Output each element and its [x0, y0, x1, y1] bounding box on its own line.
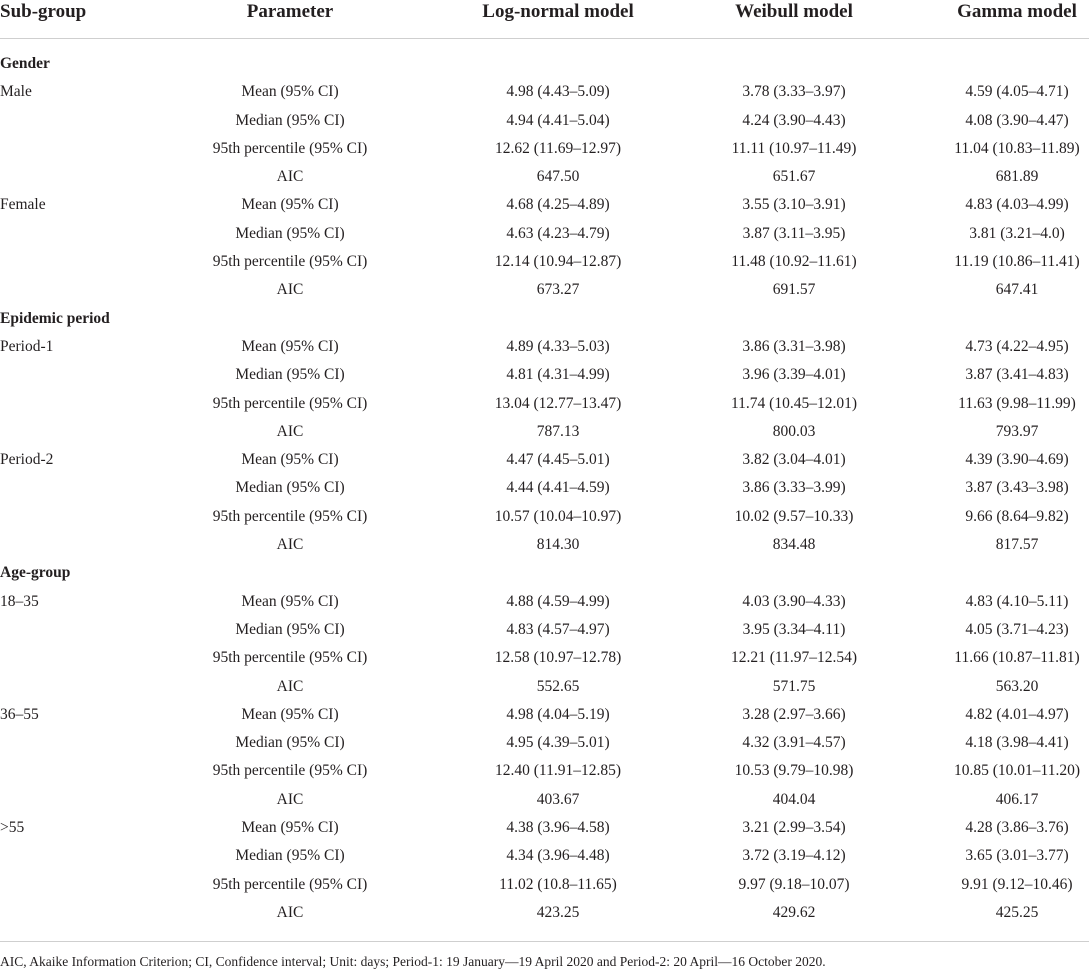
lognormal-cell: 11.02 (10.8–11.65) [499, 875, 617, 893]
gamma-cell: 3.65 (3.01–3.77) [965, 847, 1069, 865]
parameter-cell: 95th percentile (95% CI) [212, 139, 368, 157]
gamma-cell: 11.63 (9.98–11.99) [958, 394, 1076, 412]
lognormal-cell: 647.50 [536, 168, 580, 186]
weibull-cell: 11.11 (10.97–11.49) [731, 139, 857, 157]
parameter-cell: Mean (95% CI) [241, 705, 339, 723]
lognormal-cell: 12.40 (11.91–12.85) [495, 762, 621, 780]
lognormal-cell: 787.13 [536, 422, 580, 440]
weibull-cell: 429.62 [772, 903, 816, 921]
weibull-cell: 4.24 (3.90–4.43) [742, 111, 846, 129]
gamma-cell: 4.83 (4.10–5.11) [965, 592, 1069, 610]
section-title: Epidemic period [0, 309, 110, 327]
table-row [0, 446, 1089, 474]
table-body [0, 50, 1089, 927]
weibull-cell: 11.48 (10.92–11.61) [731, 253, 857, 271]
subgroup-label: >55 [0, 819, 25, 837]
weibull-cell: 9.97 (9.18–10.07) [738, 875, 850, 893]
subgroup-label: Male [0, 83, 32, 101]
gamma-cell: 9.91 (9.12–10.46) [961, 875, 1073, 893]
table-row [0, 191, 1089, 219]
weibull-cell: 12.21 (11.97–12.54) [731, 649, 857, 667]
section-row [0, 559, 1089, 587]
section-row [0, 50, 1089, 78]
weibull-cell: 10.53 (9.79–10.98) [734, 762, 854, 780]
table-row [0, 78, 1089, 106]
gamma-cell: 4.73 (4.22–4.95) [965, 337, 1069, 355]
parameter-cell: 95th percentile (95% CI) [212, 649, 368, 667]
parameter-cell: Mean (95% CI) [241, 592, 339, 610]
weibull-cell: 3.86 (3.33–3.99) [742, 479, 846, 497]
parameter-cell: AIC [276, 281, 304, 299]
gamma-cell: 10.85 (10.01–11.20) [954, 762, 1080, 780]
subgroup-label: 36–55 [0, 705, 39, 723]
lognormal-cell: 4.44 (4.41–4.59) [506, 479, 610, 497]
table-row [0, 361, 1089, 389]
parameter-cell: Median (95% CI) [235, 111, 345, 129]
table-row [0, 729, 1089, 757]
lognormal-cell: 4.95 (4.39–5.01) [506, 734, 610, 752]
weibull-cell: 800.03 [772, 422, 816, 440]
weibull-cell: 3.28 (2.97–3.66) [742, 705, 846, 723]
parameter-cell: 95th percentile (95% CI) [212, 394, 368, 412]
lognormal-cell: 814.30 [536, 536, 580, 554]
subgroup-label: Period-1 [0, 337, 54, 355]
lognormal-cell: 4.68 (4.25–4.89) [506, 196, 610, 214]
parameter-cell: Median (95% CI) [235, 224, 345, 242]
gamma-cell: 793.97 [995, 422, 1039, 440]
table-row [0, 757, 1089, 785]
gamma-cell: 563.20 [995, 677, 1039, 695]
gamma-cell: 3.81 (3.21–4.0) [969, 224, 1065, 242]
gamma-cell: 681.89 [995, 168, 1039, 186]
header-divider [0, 38, 1089, 39]
weibull-cell: 10.02 (9.57–10.33) [734, 507, 854, 525]
gamma-cell: 4.08 (3.90–4.47) [965, 111, 1069, 129]
lognormal-cell: 10.57 (10.04–10.97) [494, 507, 622, 525]
gamma-cell: 4.28 (3.86–3.76) [965, 819, 1069, 837]
table-row [0, 531, 1089, 559]
parameter-cell: Mean (95% CI) [241, 819, 339, 837]
weibull-cell: 3.96 (3.39–4.01) [742, 366, 846, 384]
parameter-cell: Mean (95% CI) [241, 196, 339, 214]
table-bottom-divider [0, 941, 1089, 942]
lognormal-cell: 4.88 (4.59–4.99) [506, 592, 610, 610]
table-row [0, 163, 1089, 191]
parameter-cell: Median (95% CI) [235, 847, 345, 865]
gamma-cell: 11.04 (10.83–11.89) [954, 139, 1080, 157]
table-row [0, 701, 1089, 729]
table-row [0, 616, 1089, 644]
parameter-cell: AIC [276, 790, 304, 808]
gamma-cell: 425.25 [995, 903, 1039, 921]
weibull-cell: 4.03 (3.90–4.33) [742, 592, 846, 610]
weibull-cell: 3.95 (3.34–4.11) [742, 620, 846, 638]
parameter-cell: AIC [276, 168, 304, 186]
table-row [0, 276, 1089, 304]
parameter-cell: 95th percentile (95% CI) [212, 253, 368, 271]
table-row [0, 786, 1089, 814]
parameter-cell: AIC [276, 536, 304, 554]
table-footnote: AIC, Akaike Information Criterion; CI, Confidence interval; Unit: days; Period-1: 19 January—19 April 2020 and Period-2: 20 April—16 October 2020. [0, 954, 826, 969]
weibull-cell: 11.74 (10.45–12.01) [731, 394, 857, 412]
parameter-cell: Median (95% CI) [235, 479, 345, 497]
gamma-cell: 406.17 [995, 790, 1039, 808]
table-row [0, 135, 1089, 163]
header-parameter: Parameter [246, 1, 334, 22]
lognormal-cell: 4.83 (4.57–4.97) [506, 620, 610, 638]
lognormal-cell: 4.47 (4.45–5.01) [506, 451, 610, 469]
gamma-cell: 4.59 (4.05–4.71) [965, 83, 1069, 101]
section-title: Age-group [0, 564, 71, 582]
gamma-cell: 11.66 (10.87–11.81) [954, 649, 1080, 667]
gamma-cell: 4.82 (4.01–4.97) [965, 705, 1069, 723]
gamma-cell: 4.39 (3.90–4.69) [965, 451, 1069, 469]
lognormal-cell: 552.65 [536, 677, 580, 695]
table-row [0, 842, 1089, 870]
table-row [0, 107, 1089, 135]
parameter-cell: Mean (95% CI) [241, 451, 339, 469]
section-title: Gender [0, 55, 50, 72]
gamma-cell: 4.05 (3.71–4.23) [965, 620, 1069, 638]
table-row [0, 474, 1089, 502]
weibull-cell: 691.57 [772, 281, 816, 299]
weibull-cell: 651.67 [772, 168, 816, 186]
lognormal-cell: 12.62 (11.69–12.97) [495, 139, 621, 157]
parameter-cell: 95th percentile (95% CI) [212, 507, 368, 525]
lognormal-cell: 4.94 (4.41–5.04) [506, 111, 610, 129]
gamma-cell: 647.41 [995, 281, 1039, 299]
weibull-cell: 3.87 (3.11–3.95) [742, 224, 846, 242]
table-row [0, 814, 1089, 842]
lognormal-cell: 12.58 (10.97–12.78) [494, 649, 622, 667]
parameter-cell: 95th percentile (95% CI) [212, 762, 368, 780]
gamma-cell: 4.18 (3.98–4.41) [965, 734, 1069, 752]
parameter-cell: 95th percentile (95% CI) [212, 875, 368, 893]
weibull-cell: 404.04 [772, 790, 816, 808]
lognormal-cell: 13.04 (12.77–13.47) [494, 394, 622, 412]
lognormal-cell: 423.25 [536, 903, 580, 921]
subgroup-label: Period-2 [0, 451, 54, 469]
table-row [0, 503, 1089, 531]
weibull-cell: 3.21 (2.99–3.54) [742, 819, 846, 837]
weibull-cell: 4.32 (3.91–4.57) [742, 734, 846, 752]
table-row [0, 644, 1089, 672]
table-row [0, 588, 1089, 616]
table-row [0, 248, 1089, 276]
gamma-cell: 9.66 (8.64–9.82) [965, 507, 1069, 525]
header-gamma: Gamma model [957, 1, 1077, 22]
gamma-cell: 3.87 (3.41–4.83) [965, 366, 1069, 384]
subgroup-label: Female [0, 196, 46, 214]
weibull-cell: 3.78 (3.33–3.97) [742, 83, 846, 101]
gamma-cell: 817.57 [995, 536, 1039, 554]
table-row [0, 390, 1089, 418]
section-row [0, 305, 1089, 333]
weibull-cell: 3.82 (3.04–4.01) [742, 451, 846, 469]
parameter-cell: Median (95% CI) [235, 366, 345, 384]
lognormal-cell: 673.27 [536, 281, 580, 299]
gamma-cell: 4.83 (4.03–4.99) [965, 196, 1069, 214]
weibull-cell: 3.86 (3.31–3.98) [742, 337, 846, 355]
gamma-cell: 3.87 (3.43–3.98) [965, 479, 1069, 497]
weibull-cell: 3.55 (3.10–3.91) [742, 196, 846, 214]
gamma-cell: 11.19 (10.86–11.41) [954, 253, 1080, 271]
header-weibull: Weibull model [735, 1, 853, 22]
lognormal-cell: 4.34 (3.96–4.48) [506, 847, 610, 865]
table-row [0, 418, 1089, 446]
lognormal-cell: 12.14 (10.94–12.87) [494, 253, 622, 271]
parameter-cell: Median (95% CI) [235, 620, 345, 638]
lognormal-cell: 4.89 (4.33–5.03) [506, 337, 610, 355]
parameter-cell: AIC [276, 903, 304, 921]
parameter-cell: Median (95% CI) [235, 734, 345, 752]
lognormal-cell: 4.63 (4.23–4.79) [506, 224, 610, 242]
table-row [0, 673, 1089, 701]
table-row [0, 220, 1089, 248]
lognormal-cell: 4.81 (4.31–4.99) [506, 366, 610, 384]
parameter-cell: AIC [276, 422, 304, 440]
table-row [0, 333, 1089, 361]
parameter-cell: Mean (95% CI) [241, 337, 339, 355]
lognormal-cell: 4.98 (4.43–5.09) [506, 83, 610, 101]
subgroup-label: 18–35 [0, 592, 39, 610]
header-lognormal: Log-normal model [482, 1, 634, 22]
table-header-row [0, 0, 1089, 38]
parameter-cell: AIC [276, 677, 304, 695]
parameter-cell: Mean (95% CI) [241, 83, 339, 101]
weibull-cell: 834.48 [772, 536, 816, 554]
table-row [0, 899, 1089, 927]
weibull-cell: 571.75 [772, 677, 816, 695]
header-subgroup: Sub-group [0, 1, 87, 22]
lognormal-cell: 4.38 (3.96–4.58) [506, 819, 610, 837]
lognormal-cell: 4.98 (4.04–5.19) [506, 705, 610, 723]
table-row [0, 871, 1089, 899]
lognormal-cell: 403.67 [536, 790, 580, 808]
weibull-cell: 3.72 (3.19–4.12) [742, 847, 846, 865]
